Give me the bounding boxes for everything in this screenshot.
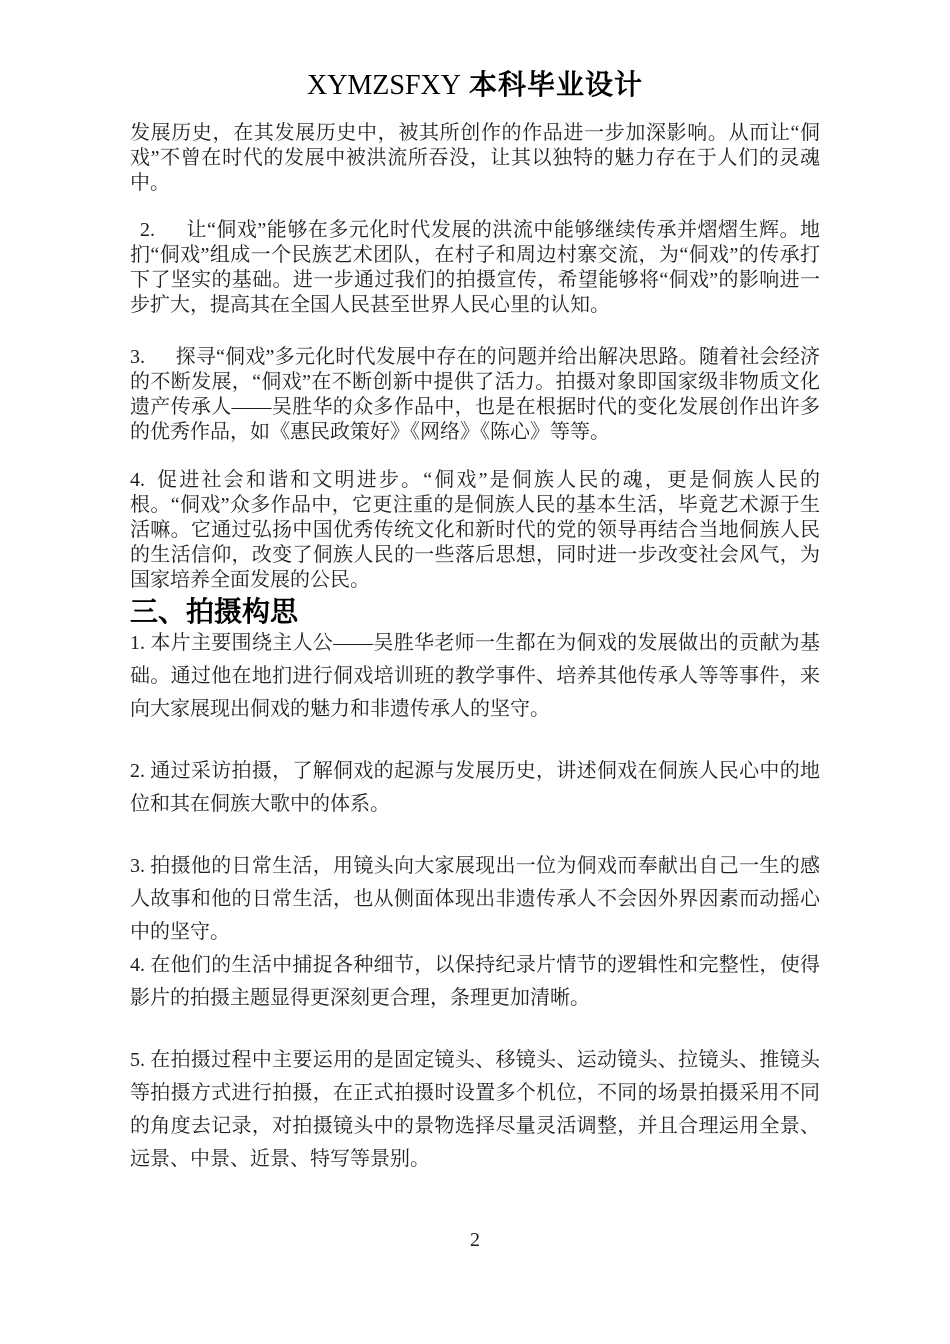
body-paragraph: 4. 促进社会和谐和文明进步。“侗戏”是侗族人民的魂，更是侗族人民的根。“侗戏”众多作品中，它更注重的是侗族人民的基本生活，毕竟艺术源于生活嘛。它通过弘扬中国优秀传统文化和新时代的党的领导再结合当地侗族人民的生活信仰，改变了侗族人民的一些落后思想，同时进一步改变社会风气，为国家培养全面发展的公民。 <box>130 469 820 591</box>
document-header <box>0 70 950 105</box>
intro-section <box>130 121 820 593</box>
numbered-point: 5. 在拍摄过程中主要运用的是固定镜头、移镜头、运动镜头、拉镜头、推镜头等拍摄方式进行拍摄，在正式拍摄时设置多个机位，不同的场景拍摄采用不同的角度去记录，对拍摄镜头中的景物选择尽量灵活调整，并且合理运用全景、远景、中景、近景、特写等景别。 <box>130 1049 820 1170</box>
numbered-point: 3. 拍摄他的日常生活，用镜头向大家展现出一位为侗戏而奉献出自己一生的感人故事和他的日常生活，也从侧面体现出非遗传承人不会因外界因素而动摇心中的坚守。 <box>130 855 820 943</box>
header-title-chinese: 本科毕业设计 <box>469 68 644 101</box>
numbered-point: 4. 在他们的生活中捕捉各种细节，以保持纪录片情节的逻辑性和完整性，使得影片的拍摄主题显得更深刻更合理，条理更加清晰。 <box>130 954 820 1009</box>
section-heading: 三、拍摄构思 <box>130 595 299 628</box>
shooting-points-section <box>130 627 820 1176</box>
page-number: 2 <box>470 1229 480 1251</box>
numbered-point: 1. 本片主要围绕主人公——吴胜华老师一生都在为侗戏的发展做出的贡献为基础。通过他在地扪进行侗戏培训班的教学事件、培养其他传承人等等事件，来向大家展现出侗戏的魅力和非遗传承人的坚守。 <box>130 632 820 720</box>
body-paragraph: 发展历史，在其发展历史中，被其所创作的作品进一步加深影响。从而让“侗戏”不曾在时代的发展中被洪流所吞没，让其以独特的魅力存在于人们的灵魂中。 <box>130 122 820 194</box>
body-paragraph: 3. 探寻“侗戏”多元化时代发展中存在的问题并给出解决思路。随着社会经济的不断发展，“侗戏”在不断创新中提供了活力。拍摄对象即国家级非物质文化遗产传承人——吴胜华的众多作品中，也是在根据时代的变化发展创作出许多的优秀作品，如《惠民政策好》《网络》《陈心》等等。 <box>130 346 820 443</box>
header-title-latin: XYMZSFXY <box>306 70 461 101</box>
body-paragraph: 2. 让“侗戏”能够在多元化时代发展的洪流中能够继续传承并熠熠生辉。地扪“侗戏”组成一个民族艺术团队，在村子和周边村寨交流，为“侗戏”的传承打下了坚实的基础。进一步通过我们的拍摄宣传，希望能够将“侗戏”的影响进一步扩大，提高其在全国人民甚至世界人民心里的认知。 <box>130 219 820 316</box>
numbered-point: 2. 通过采访拍摄，了解侗戏的起源与发展历史，讲述侗戏在侗族人民心中的地位和其在侗族大歌中的体系。 <box>130 760 820 815</box>
document-body <box>130 121 820 1176</box>
